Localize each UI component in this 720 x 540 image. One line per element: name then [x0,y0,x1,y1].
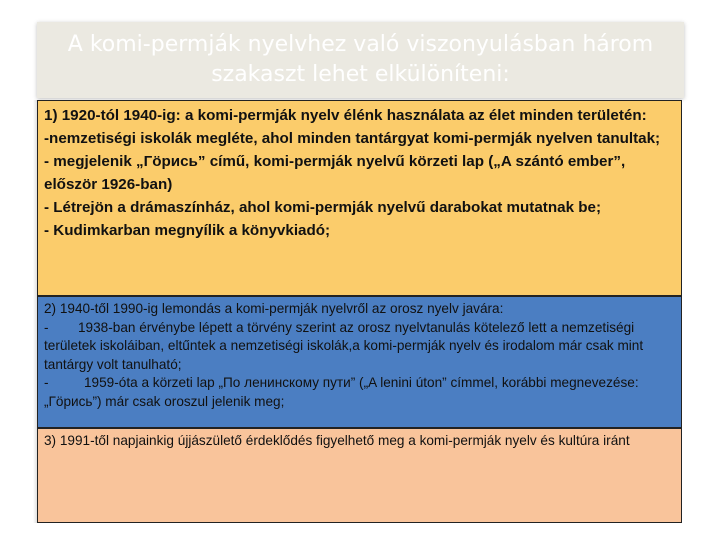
slide-title-line-1: A komi-permják nyelvhez való viszonyulásban három [67,32,654,57]
slide-title-line-2: szakaszt lehet elkülöníteni: [211,62,510,87]
period-2-box [37,296,682,428]
period-1-item-newspaper: - megjelenik „Гöрись” című, komi-permják nyelvű körzeti lap („A szántó ember”, először 1926-ban) [44,153,626,193]
period-3-text: 3) 1991-től napjainkig újjászülető érdeklődés figyelhető meg a komi-permják nyelv és kultúra iránt [44,433,630,448]
period-3-box [37,428,682,523]
period-2-item-law-text: 1938-ban érvénybe lépett a törvény szerint az orosz nyelvtanulás kötelező lett a nemzetiségi területek iskoláiban, eltűntek a nemzetiségi iskolák,a komi-permják nyelv és irodalom már csak mint tantárgy volt tanulható; [44,319,644,372]
period-1-heading: 1) 1920-tól 1940-ig: a komi-permják nyelv élénk használata az élet minden területén: [44,107,647,124]
period-1-box [37,100,682,296]
period-2-item-law [44,319,675,375]
period-1-item-schools: -nemzetiségi iskolák megléte, ahol minden tantárgyat komi-permják nyelven tanultak; [44,130,661,147]
period-2-heading: 2) 1940-től 1990-ig lemondás a komi-permják nyelvről az orosz nyelv javára: [44,301,504,316]
period-1-item-publisher: - Kudimkarban megnyílik a könyvkiadó; [44,222,331,239]
period-1-item-theatre: - Létrejön a drámaszínház, ahol komi-permják nyelvű darabokat mutatnak be; [44,199,602,216]
period-2-item-law-dash: - [44,319,49,335]
period-2-item-newspaper-text: 1959-óta a körzeti lap „По ленинскому пути” („A lenini úton” címmel, korábbi megnevezése: „Гöрись”) már csak oroszul jelenik meg; [44,375,639,409]
period-2-item-newspaper-dash: - [44,375,49,390]
slide-title [37,30,684,90]
period-2-item-newspaper [44,374,675,411]
